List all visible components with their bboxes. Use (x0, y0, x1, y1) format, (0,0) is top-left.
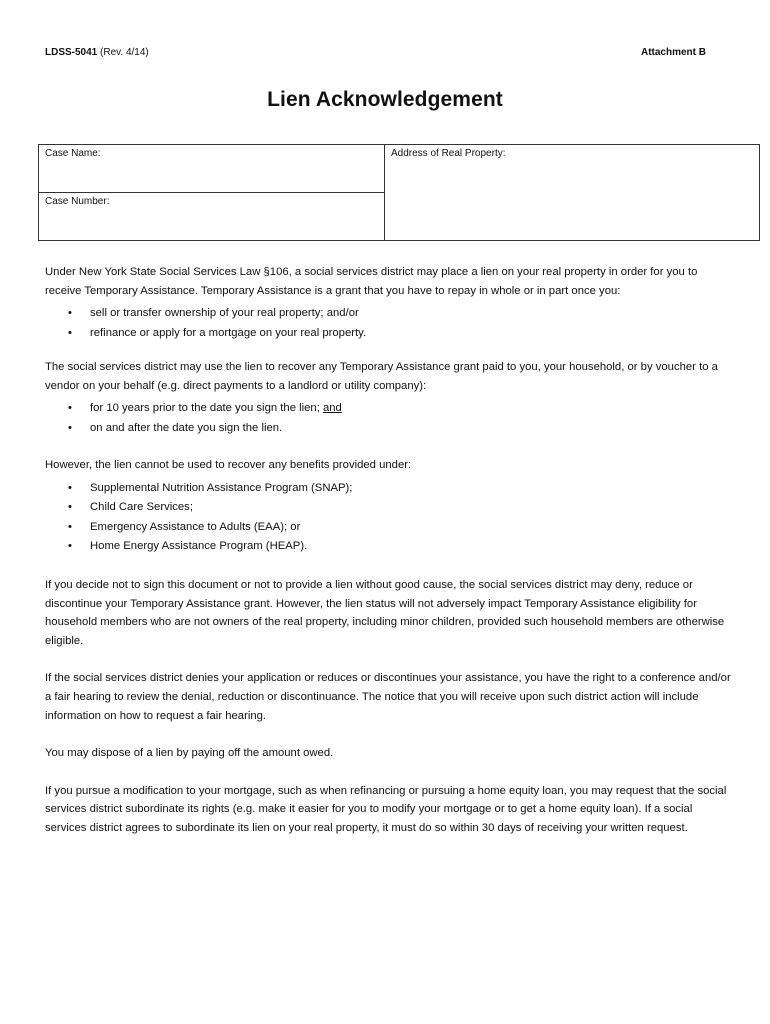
case-number-label: Case Number: (45, 196, 110, 207)
list-item: • for 10 years prior to the date you sign the lien; and (90, 399, 735, 419)
case-number-field[interactable] (39, 193, 385, 240)
bullet-icon: • (68, 326, 72, 339)
form-header (45, 47, 706, 63)
case-name-label: Case Name: (45, 148, 101, 159)
underlined-and: and (322, 402, 342, 415)
bullet-icon: • (68, 501, 72, 514)
bullet-icon: • (68, 540, 72, 553)
list-item: • sell or transfer ownership of your real property; and/or (90, 304, 735, 324)
recover-period-list (45, 399, 735, 438)
list-item: • Emergency Assistance to Adults (EAA); or (90, 518, 735, 538)
bullet-icon: • (68, 520, 72, 533)
page-title: Lien Acknowledgement (267, 88, 503, 111)
bullet-icon: • (68, 421, 72, 434)
dispose-paragraph: You may dispose of a lien by paying off the amount owed. (45, 747, 334, 760)
form-code: LDSS-5041 (45, 47, 98, 58)
refusal-paragraph: If you decide not to sign this document or not to provide a lien without good cause, the social services district may deny, reduce or discontinue your Temporary Assistance grant. However, the lien status will not adversely impact Temporary Assistance eligibility for household members who are not owners of the real property, including minor children, provided such household members are otherwise eligible. (45, 578, 725, 647)
list-item: • Supplemental Nutrition Assistance Program (SNAP); (90, 479, 735, 499)
exclusions-list (45, 479, 735, 557)
document-body (45, 263, 735, 838)
form-revision: (Rev. 4/14) (97, 47, 149, 58)
fair-hearing-paragraph: If the social services district denies your application or reduces or discontinues your assistance, you have the right to a conference and/or a fair hearing to review the denial, reduction or discontinuance. The notice that you will receive upon such district action will include information on how to request a fair hearing. (45, 672, 731, 722)
list-item: • on and after the date you sign the lien. (90, 419, 735, 439)
bullet-icon: • (68, 402, 72, 415)
property-address-field[interactable] (385, 145, 759, 240)
attachment-label: Attachment B (640, 47, 706, 58)
form-identifier (45, 47, 149, 58)
repay-trigger-list (45, 304, 735, 343)
case-info-table (38, 144, 760, 241)
list-item: • Home Energy Assistance Program (HEAP). (90, 537, 735, 557)
list-item: • Child Care Services; (90, 498, 735, 518)
exclusions-paragraph: However, the lien cannot be used to recover any benefits provided under: (45, 459, 412, 472)
modification-paragraph: If you pursue a modification to your mortgage, such as when refinancing or pursuing a home equity loan, you may request that the social services district subordinate its rights (e.g. make it easier for you to modify your mortgage or to get a home equity loan). If a social services district agrees to subordinate its lien on your real property, it must do so within 30 days of receiving your written request. (45, 784, 727, 834)
bullet-icon: • (68, 481, 72, 494)
recover-paragraph: The social services district may use the lien to recover any Temporary Assistance grant paid to you, your household, or by voucher to a vendor on your behalf (e.g. direct payments to a landlord or utility company): (45, 361, 718, 392)
intro-paragraph: Under New York State Social Services Law §106, a social services district may place a lien on your real property in order for you to receive Temporary Assistance. Temporary Assistance is a grant that you have to repay in whole or in part once you: (45, 266, 698, 297)
bullet-icon: • (68, 307, 72, 320)
property-address-label: Address of Real Property: (391, 148, 506, 159)
list-item: • refinance or apply for a mortgage on your real property. (90, 324, 735, 344)
case-name-field[interactable] (39, 145, 385, 193)
